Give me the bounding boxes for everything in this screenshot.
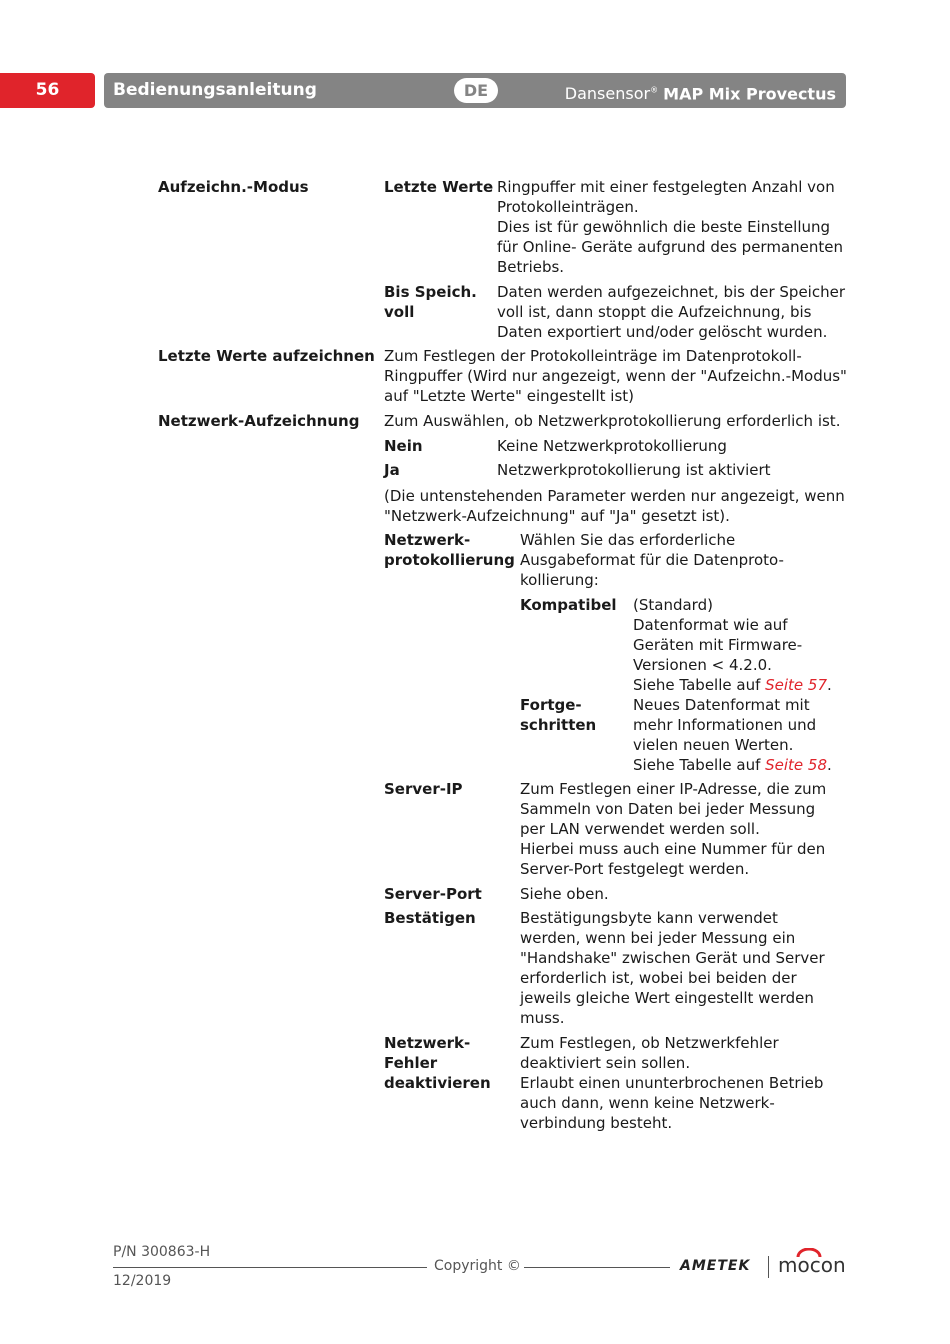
page-link-58[interactable]: Seite 58 (765, 756, 828, 774)
text-line: (Die untenstehenden Parameter werden nur angezeigt, wenn (384, 487, 845, 505)
text-line: Betriebs. (497, 258, 565, 276)
ametek-logo: AMETEK (680, 1258, 751, 1274)
text-line: Zum Festlegen der Protokolleinträge im Datenprotokoll- (384, 347, 802, 365)
option-nein: Nein (384, 437, 423, 455)
sub-param-desc-server-port: Siehe oben. (520, 885, 609, 903)
text-line: Dies ist für gewöhnlich die beste Einstellung (497, 218, 831, 236)
sub-param-desc-netzwerkprotokollierung (520, 530, 784, 590)
page-number: 56 (0, 73, 95, 108)
sub-param-label-bestaetigen: Bestätigen (384, 909, 476, 927)
option-fortgeschritten-desc (633, 695, 832, 775)
text-line: Versionen < 4.2.0. (633, 656, 772, 674)
text-line: deaktiviert sein sollen. (520, 1054, 691, 1072)
period: . (827, 756, 832, 774)
date: 12/2019 (113, 1273, 172, 1289)
text-line: für Online- Geräte aufgrund des permanenten (497, 238, 843, 256)
language-badge: DE (454, 78, 498, 103)
mocon-logo: mocon (778, 1253, 846, 1277)
option-ja: Ja (384, 461, 400, 479)
text-line: per LAN verwendet werden soll. (520, 820, 760, 838)
document-title: Bedienungsanleitung (113, 80, 317, 100)
text-line: kollierung: (520, 571, 599, 589)
text-line: protokollierung (384, 551, 515, 569)
mocon-logo-arc-icon (796, 1248, 822, 1258)
text-line: muss. (520, 1009, 565, 1027)
option-letzte-werte-desc (497, 177, 843, 277)
text-line: Erlaubt einen ununterbrochenen Betrieb (520, 1074, 824, 1092)
sub-param-label-server-port: Server-Port (384, 885, 482, 903)
text-line: jeweils gleiche Wert eingestellt werden (520, 989, 814, 1007)
text-line: Datenformat wie auf (633, 616, 788, 634)
text-line: vielen neuen Werten. (633, 736, 794, 754)
text-line: voll ist, dann stoppt die Aufzeichnung, bis (497, 303, 812, 321)
text-line: Ringpuffer (Wird nur angezeigt, wenn der "Aufzeichn.-Modus" (384, 367, 847, 385)
sub-param-label-netzwerkprotokollierung (384, 530, 515, 570)
text-line: Geräten mit Firmware- (633, 636, 803, 654)
text-line: Netzwerk- (384, 531, 471, 549)
option-bis-speich-voll (384, 282, 477, 322)
registered-mark: ® (650, 86, 659, 95)
sub-param-desc-netzwerk-fehler (520, 1033, 823, 1133)
text-line: werden, wenn bei jeder Messung ein (520, 929, 796, 947)
text-line: Ringpuffer mit einer festgelegten Anzahl von (497, 178, 835, 196)
text-line: mehr Informationen und (633, 716, 817, 734)
option-nein-desc: Keine Netzwerkprotokollierung (497, 437, 727, 455)
option-kompatibel: Kompatibel (520, 596, 617, 614)
param-label-aufzeichn-modus: Aufzeichn.-Modus (158, 178, 309, 196)
part-number: P/N 300863-H (113, 1244, 211, 1260)
text-line (633, 675, 832, 695)
brand-name: Dansensor (564, 84, 651, 104)
text-line: Hierbei muss auch eine Nummer für den (520, 840, 826, 858)
header-bar (104, 73, 846, 108)
text-line: (Standard) (633, 596, 713, 614)
text-line: auf "Letzte Werte" eingestellt ist) (384, 387, 635, 405)
copyright: Copyright © (434, 1258, 521, 1274)
text-line (633, 755, 832, 775)
text-line: Sammeln von Daten bei jeder Messung (520, 800, 816, 818)
text-line: Server-Port festgelegt werden. (520, 860, 750, 878)
param-label-letzte-werte-aufzeichnen: Letzte Werte aufzeichnen (158, 347, 375, 365)
text-line: erforderlich ist, wobei bei beiden der (520, 969, 797, 987)
param-desc-letzte-werte-aufzeichnen (384, 346, 847, 406)
text-line: Bis Speich. (384, 283, 477, 301)
text-line: Zum Festlegen einer IP-Adresse, die zum (520, 780, 827, 798)
sub-param-label-server-ip: Server-IP (384, 780, 463, 798)
text-line: verbindung besteht. (520, 1114, 673, 1132)
text-line: "Netzwerk-Aufzeichnung" auf "Ja" gesetzt ist). (384, 507, 730, 525)
text-line: auch dann, wenn keine Netzwerk- (520, 1094, 775, 1112)
text-line: voll (384, 303, 415, 321)
text-line: Wählen Sie das erforderliche (520, 531, 736, 549)
option-fortgeschritten (520, 695, 596, 735)
note-text (384, 486, 845, 526)
text-line: Fortge- (520, 696, 582, 714)
param-desc-netzwerk-aufzeichnung: Zum Auswählen, ob Netzwerkprotokollierung erforderlich ist. (384, 412, 841, 430)
page-link-57[interactable]: Seite 57 (765, 676, 828, 694)
period: . (827, 676, 832, 694)
text-line: Fehler (384, 1054, 438, 1072)
text-line: "Handshake" zwischen Gerät und Server (520, 949, 825, 967)
ref-prefix: Siehe Tabelle auf (633, 756, 766, 774)
product-model: MAP Mix Provectus (663, 84, 836, 104)
option-bis-speich-voll-desc (497, 282, 845, 342)
text-line: Bestätigungsbyte kann verwendet (520, 909, 778, 927)
text-line: Zum Festlegen, ob Netzwerkfehler (520, 1034, 779, 1052)
option-letzte-werte: Letzte Werte (384, 178, 494, 196)
footer-rule-left (113, 1267, 427, 1268)
footer-rule-right (524, 1267, 670, 1268)
product-name (565, 73, 836, 111)
option-kompatibel-desc (633, 595, 832, 695)
text-line: schritten (520, 716, 597, 734)
text-line: Ausgabeformat für die Datenproto- (520, 551, 784, 569)
sub-param-label-netzwerk-fehler (384, 1033, 491, 1093)
ref-prefix: Siehe Tabelle auf (633, 676, 766, 694)
sub-param-desc-server-ip (520, 779, 826, 879)
text-line: Protokolleinträgen. (497, 198, 639, 216)
text-line: deaktivieren (384, 1074, 491, 1092)
text-line: Neues Datenformat mit (633, 696, 810, 714)
text-line: Daten exportiert und/oder gelöscht wurden. (497, 323, 828, 341)
text-line: Daten werden aufgezeichnet, bis der Speicher (497, 283, 846, 301)
sub-param-desc-bestaetigen (520, 908, 825, 1028)
logo-separator (768, 1256, 769, 1278)
text-line: Netzwerk- (384, 1034, 471, 1052)
option-ja-desc: Netzwerkprotokollierung ist aktiviert (497, 461, 771, 479)
param-label-netzwerk-aufzeichnung: Netzwerk-Aufzeichnung (158, 412, 360, 430)
